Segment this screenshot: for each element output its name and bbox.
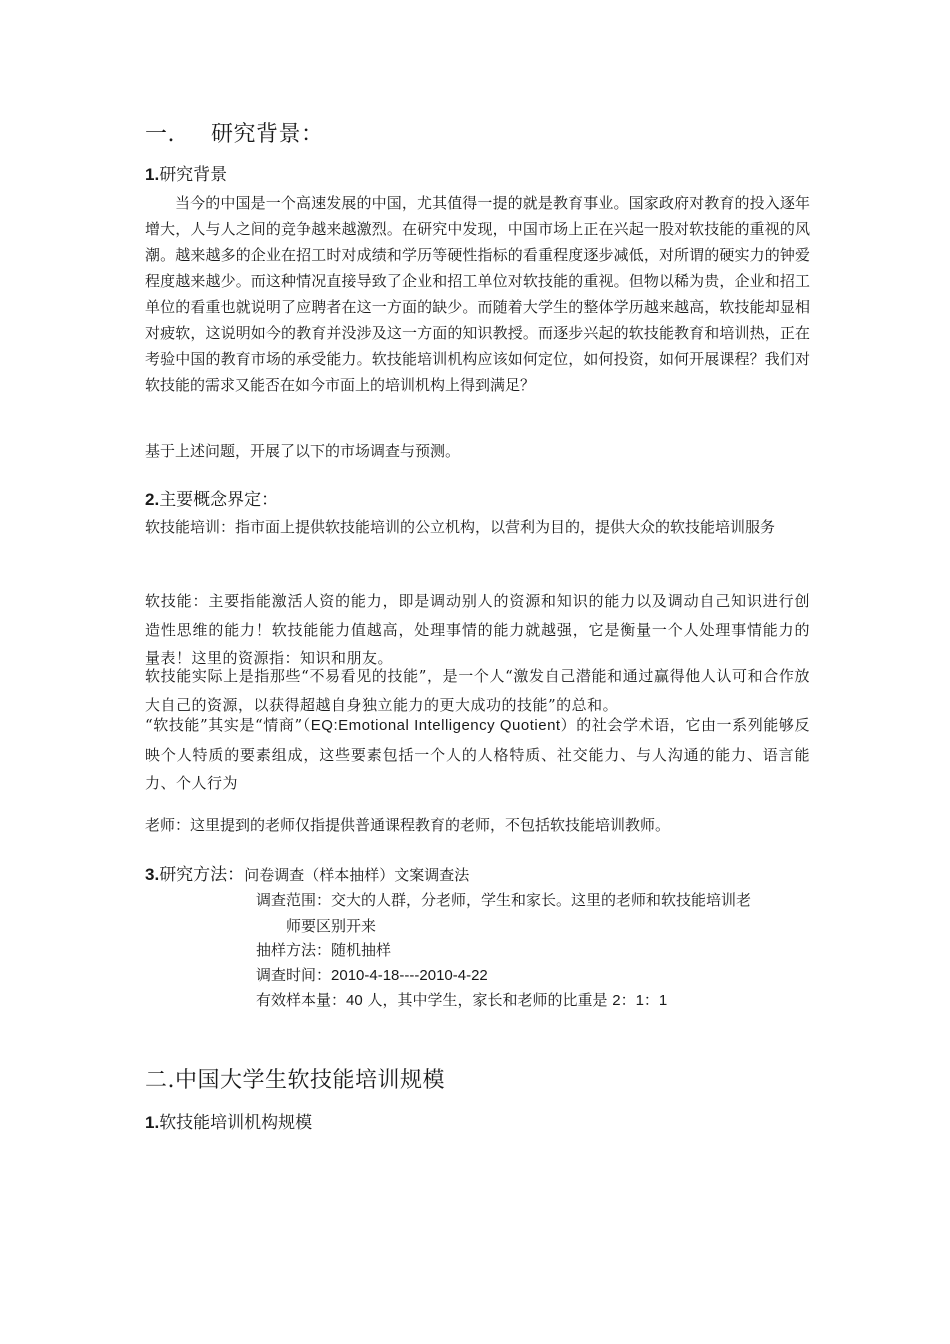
subheading-number: 2. — [145, 490, 160, 509]
definition-soft-skill-actual: 软技能实际上是指那些“不易看见的技能”，是一个人“激发自己潜能和通过赢得他人认可和合作放大自己的资源，以获得超越自身独立能力的更大成功的技能”的总和。 — [145, 667, 810, 714]
section-heading-2 — [145, 1066, 810, 1096]
sampling-method — [256, 937, 811, 963]
scope-label: 调查范围： — [256, 891, 332, 909]
subheading-title: 主要概念界定： — [159, 490, 279, 510]
background-paragraph: 当今的中国是一个高速发展的中国，尤其值得一提的就是教育事业。国家政府对教育的投入逐年增大，人与人之间的竞争越来越激烈。在研究中发现，中国市场上正在兴起一股对软技能的重视的风潮。越来越多的企业在招工时对成绩和学历等硬性指标的看重程度逐步减低，对所谓的硬实力的钟爱程度越来越少。而这种情况直接导致了企业和招工单位对软技能的重视。但物以稀为贵，企业和招工单位的看重也就说明了应聘者在这一方面的缺少。而随着大学生的整体学历越来越高，软技能却显相对疲软，这说明如今的教育并没涉及这一方面的知识教授。而逐步兴起的软技能教育和培训热，正在考验中国的教育市场的承受能力。软技能培训机构应该如何定位，如何投资，如何开展课程？我们对软技能的需求又能否在如今市面上的培训机构上得到满足？ — [145, 194, 810, 394]
sample-text: 人，其中学生，家长和老师的比重是 — [362, 991, 613, 1009]
definition-eq-part2: ）的社会学术语，它由一系列能够反映个人特质的要素组成，这些要素包括一个人的人格特质、社交能力、与人沟通的能力、语言能力、个人行为 — [145, 716, 810, 792]
sampling-value: 随机抽样 — [331, 941, 392, 959]
time-value: 2010-4-18----2010-4-22 — [331, 967, 488, 984]
research-method-row — [145, 862, 469, 888]
definition-soft-skill: 软技能：主要指能激活人资的能力，即是调动别人的资源和知识的能力以及调动自己知识进行创造性思维的能力！软技能能力值越高，处理事情的能力就越强，它是衡量一个人处理事情能力的量表！这里的资源指：知识和朋友。 — [145, 592, 810, 667]
subheading-methods — [145, 865, 244, 885]
scope-continued: 师要区别开来 — [286, 917, 377, 935]
definition-soft-skill-training: 软技能培训：指市面上提供软技能培训的公立机构，以营利为目的，提供大众的软技能培训服务 — [145, 518, 776, 536]
section-heading-1 — [145, 120, 810, 150]
subheading-training-scale — [145, 1110, 810, 1136]
section-title: 研究背景： — [211, 122, 324, 147]
subheading-number: 1. — [145, 1113, 160, 1132]
valid-sample-size — [256, 987, 811, 1014]
sample-ratio: 2：1：1 — [612, 992, 668, 1009]
survey-time — [256, 962, 811, 989]
section-number: 一. — [145, 122, 175, 147]
survey-scope — [256, 887, 811, 939]
section-number: 二. — [145, 1068, 175, 1093]
followup-sentence: 基于上述问题，开展了以下的市场调查与预测。 — [145, 442, 461, 460]
subheading-number: 3. — [145, 865, 160, 884]
scope-value: 交大的人群，分老师，学生和家长。这里的老师和软技能培训老 — [331, 891, 752, 909]
subheading-number: 1. — [145, 165, 160, 184]
sample-number: 40 — [346, 992, 363, 1009]
section-title: 中国大学生软技能培训规模 — [175, 1068, 446, 1093]
sample-label: 有效样本量： — [256, 991, 347, 1009]
subheading-title: 研究背景 — [159, 165, 228, 185]
definition-eq — [145, 711, 810, 798]
method-value: 问卷调查（样本抽样）文案调查法 — [244, 866, 470, 884]
time-label: 调查时间： — [256, 966, 332, 984]
subheading-title: 研究方法： — [159, 865, 245, 885]
subheading-title: 软技能培训机构规模 — [159, 1113, 313, 1133]
subheading-research-background — [145, 162, 810, 188]
subheading-concepts — [145, 487, 810, 513]
definition-teacher: 老师：这里提到的老师仅指提供普通课程教育的老师，不包括软技能培训教师。 — [145, 816, 671, 834]
definition-eq-part1: “软技能”其实是“情商”（ — [145, 716, 311, 734]
sampling-label: 抽样方法： — [256, 941, 332, 959]
eq-term: EQ:Emotional Intelligency Quotient — [310, 717, 561, 734]
